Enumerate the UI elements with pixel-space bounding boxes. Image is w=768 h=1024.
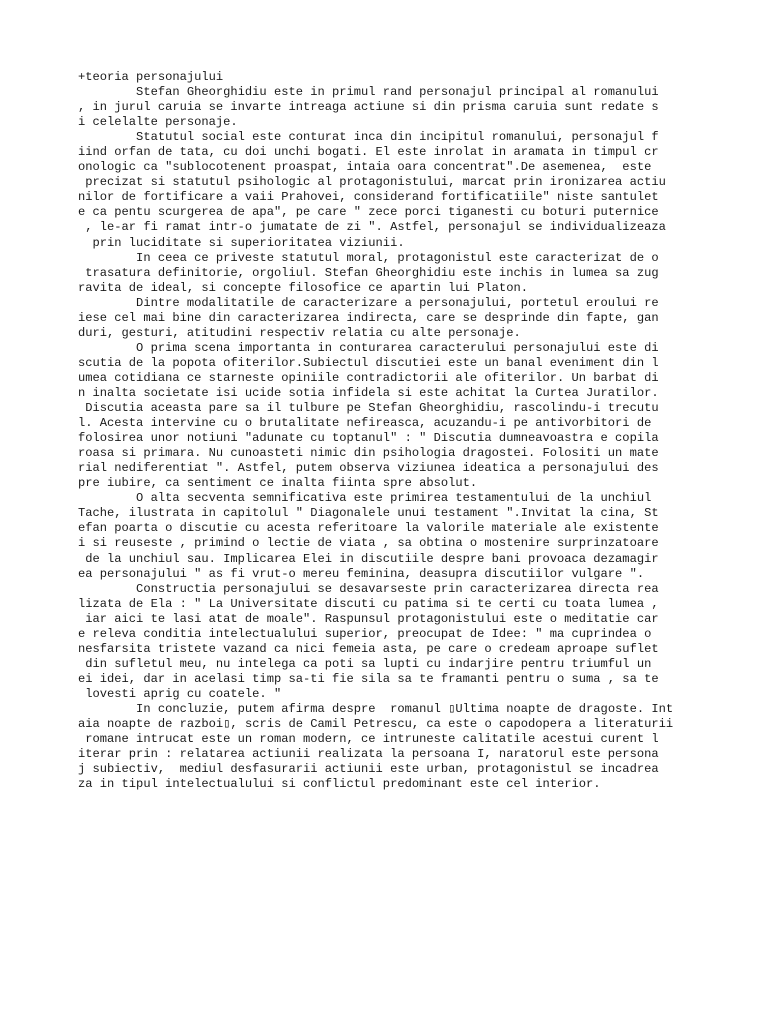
text-line: duri, gesturi, atitudini respectiv relatia cu alte personaje. [78, 325, 521, 340]
text-line: i si reuseste , primind o lectie de viata , sa obtina o mostenire surprinzatoare [78, 536, 659, 551]
text-line: aia noapte de razboi▯, scris de Camil Petrescu, ca este o capodopera a literaturii [78, 717, 674, 732]
text-line: lovesti aprig cu coatele. " [78, 686, 282, 701]
text-line: scutia de la popota ofiterilor.Subiectul discutiei este un banal eveniment din l [78, 355, 659, 370]
text-line: trasatura definitorie, orgoliul. Stefan Gheorghidiu este inchis in lumea sa zug [78, 265, 659, 280]
text-line: Statutul social este conturat inca din incipitul romanului, personajul f [78, 130, 659, 145]
text-line: iind orfan de tata, cu doi unchi bogati. El este inrolat in aramata in timpul cr [78, 145, 659, 160]
text-line: lizata de Ela : " La Universitate discuti cu patima si te certi cu toata lumea , [78, 596, 659, 611]
text-line: prin luciditate si superioritatea viziunii. [78, 235, 405, 250]
text-line: e releva conditia intelectualului superior, preocupat de Idee: " ma cuprindea o [78, 626, 652, 641]
text-line: onologic ca "sublocotenent proaspat, intaia oara concentrat".De asemenea, este [78, 160, 652, 175]
text-line: Constructia personajului se desavarseste prin caracterizarea directa rea [78, 581, 659, 596]
text-line: romane intrucat este un roman modern, ce intruneste calitatile acestui curent l [78, 732, 659, 747]
text-line: rial nediferentiat ". Astfel, putem observa viziunea ideatica a personajului des [78, 461, 659, 476]
text-line: efan poarta o discutie cu acesta referitoare la valorile materiale ale existente [78, 521, 659, 536]
text-line: ravita de ideal, si concepte filosofice ce apartin lui Platon. [78, 280, 528, 295]
text-line: iar aici te lasi atat de moale". Raspunsul protagonistului este o meditatie car [78, 611, 659, 626]
text-line: din sufletul meu, nu intelega ca poti sa lupti cu indarjire pentru triumful un [78, 656, 652, 671]
document-page [78, 70, 698, 792]
text-line: O prima scena importanta in conturarea caracterului personajului este di [78, 340, 659, 355]
text-line: iese cel mai bine din caracterizarea indirecta, care se desprinde din fapte, gan [78, 310, 659, 325]
text-line: In ceea ce priveste statutul moral, protagonistul este caracterizat de o [78, 250, 659, 265]
text-line: Tache, ilustrata in capitolul " Diagonalele unui testament ".Invitat la cina, St [78, 506, 659, 521]
text-line: umea cotidiana ce starneste opiniile contradictorii ale ofiterilor. Un barbat di [78, 370, 659, 385]
text-line: n inalta societate isi ucide sotia infidela si este achitat la Curtea Juratilor. [78, 385, 659, 400]
text-line: folosirea unor notiuni "adunate cu toptanul" : " Discutia dumneavoastra e copila [78, 431, 659, 446]
text-line: O alta secventa semnificativa este primirea testamentului de la unchiul [78, 491, 652, 506]
text-line: nilor de fortificare a vaii Prahovei, considerand fortificatiile" niste santulet [78, 190, 659, 205]
text-line: j subiectiv, mediul desfasurarii actiunii este urban, protagonistul se incadrea [78, 762, 659, 777]
text-line: iterar prin : relatarea actiunii realizata la persoana I, naratorul este persona [78, 747, 659, 762]
text-line: Dintre modalitatile de caracterizare a personajului, portetul eroului re [78, 295, 659, 310]
text-line: Stefan Gheorghidiu este in primul rand personajul principal al romanului [78, 85, 659, 100]
text-line: i celelalte personaje. [78, 115, 238, 130]
text-line: e ca pentu scurgerea de apa", pe care " zece porci tiganesti cu boturi puternice [78, 205, 659, 220]
text-line: , le-ar fi ramat intr-o jumatate de zi ". Astfel, personajul se individualizeaza [78, 220, 666, 235]
text-line: roasa si primara. Nu cunoasteti nimic din psihologia dragostei. Folositi un mate [78, 446, 659, 461]
text-line: pre iubire, ca sentiment ce inalta fiinta spre absolut. [78, 476, 478, 491]
text-line: ei idei, dar in acelasi timp sa-ti fie sila sa te framanti pentru o suma , sa te [78, 671, 659, 686]
text-line: ea personajului " as fi vrut-o mereu feminina, deasupra discutiilor vulgare ". [78, 566, 645, 581]
text-line: +teoria personajului [78, 70, 224, 84]
text-line: In concluzie, putem afirma despre romanul ▯Ultima noapte de dragoste. Int [78, 701, 674, 716]
text-line: Discutia aceasta pare sa il tulbure pe Stefan Gheorghidiu, rascolindu-i trecutu [78, 401, 659, 416]
text-line: nesfarsita tristete vazand ca nici femeia asta, pe care o credeam aproape suflet [78, 641, 659, 656]
text-line: precizat si statutul psihologic al protagonistului, marcat prin ironizarea actiu [78, 175, 666, 190]
text-line: de la unchiul sau. Implicarea Elei in discutiile despre bani provoaca dezamagir [78, 551, 659, 566]
text-line: za in tipul intelectualului si conflictul predominant este cel interior. [78, 777, 601, 792]
text-line: , in jurul caruia se invarte intreaga actiune si din prisma caruia sunt redate s [78, 100, 659, 115]
text-line: l. Acesta intervine cu o brutalitate nefireasca, acuzandu-i pe antivorbitori de [78, 416, 652, 431]
